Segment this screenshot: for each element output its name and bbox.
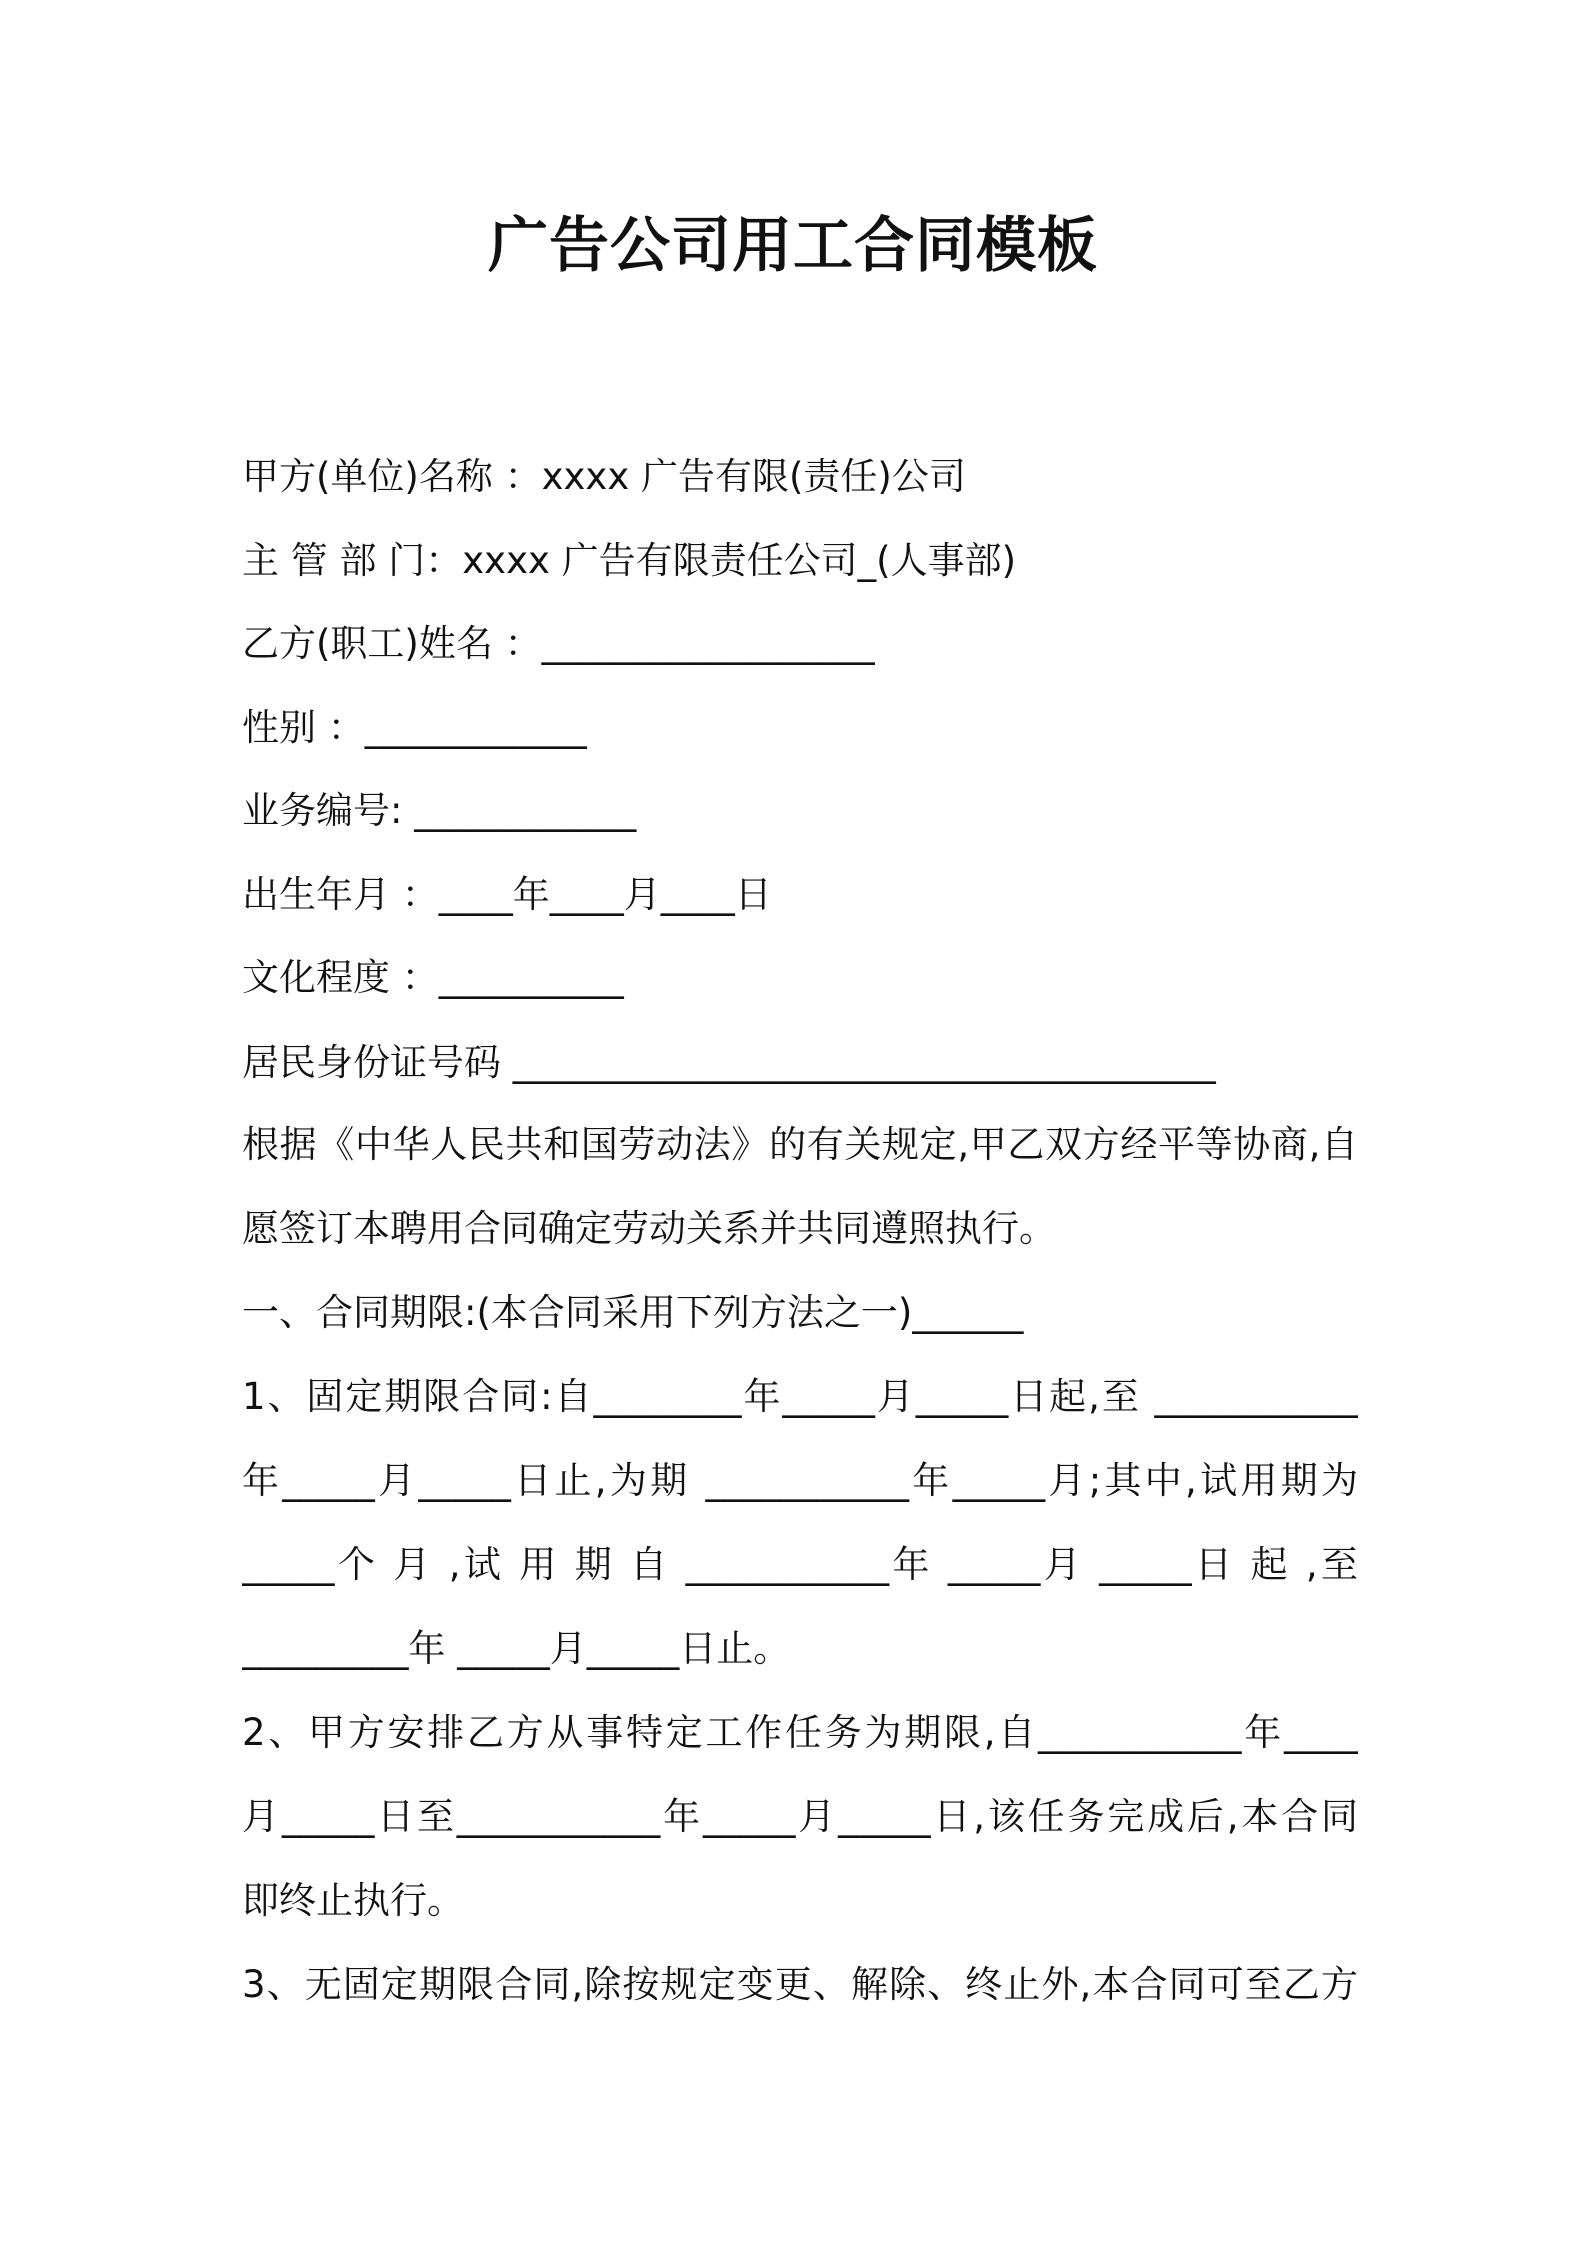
supervising-dept-line: 主 管 部 门：xxxx 广告有限责任公司_(人事部) xyxy=(242,539,1016,582)
document-title: 广告公司用工合同模板 xyxy=(488,211,1098,281)
clause-2-line-2: 月_____日至___________年_____月_____日,该任务完成后,本合同 xyxy=(242,1795,1358,1838)
gender-line: 性别 ：____________ xyxy=(242,706,587,749)
clause-2-line-1: 2、甲方安排乙方从事特定工作任务为期限,自___________年____ xyxy=(242,1711,1358,1754)
clause-2-line-3: 即终止执行。 xyxy=(242,1879,464,1922)
clause-1-line-2: 年_____月_____日止,为期 ___________年_____月;其中,试用期为 xyxy=(242,1459,1358,1502)
clause-1-line-4: _________年 _____月_____日止。 xyxy=(242,1627,791,1670)
id-number-line: 居民身份证号码 ______________________________________ xyxy=(242,1041,1216,1084)
party-a-name-line: 甲方(单位)名称 ：xxxx 广告有限(责任)公司 xyxy=(242,455,966,498)
section-1-heading: 一、合同期限:(本合同采用下列方法之一)______ xyxy=(242,1291,1024,1334)
birth-date-line: 出生年月 ：____年____月____日 xyxy=(242,873,772,916)
party-b-name-line: 乙方(职工)姓名 ：__________________ xyxy=(242,622,875,665)
preamble-line-2: 愿签订本聘用合同确定劳动关系并共同遵照执行。 xyxy=(242,1207,1056,1250)
education-line: 文化程度 ：__________ xyxy=(242,956,624,999)
clause-1-line-3: _____个 月 ,试 用 期 自 ___________年 _____月 _____日 起 ,至 xyxy=(242,1543,1358,1586)
business-number-line: 业务编号: ____________ xyxy=(242,789,637,832)
clause-3-line-1: 3、无固定期限合同,除按规定变更、解除、终止外,本合同可至乙方 xyxy=(242,1963,1358,2006)
preamble-line-1: 根据《中华人民共和国劳动法》的有关规定,甲乙双方经平等协商,自 xyxy=(242,1123,1358,1166)
clause-1-line-1: 1、固定期限合同:自________年_____月_____日起,至 ___________ xyxy=(242,1375,1358,1418)
